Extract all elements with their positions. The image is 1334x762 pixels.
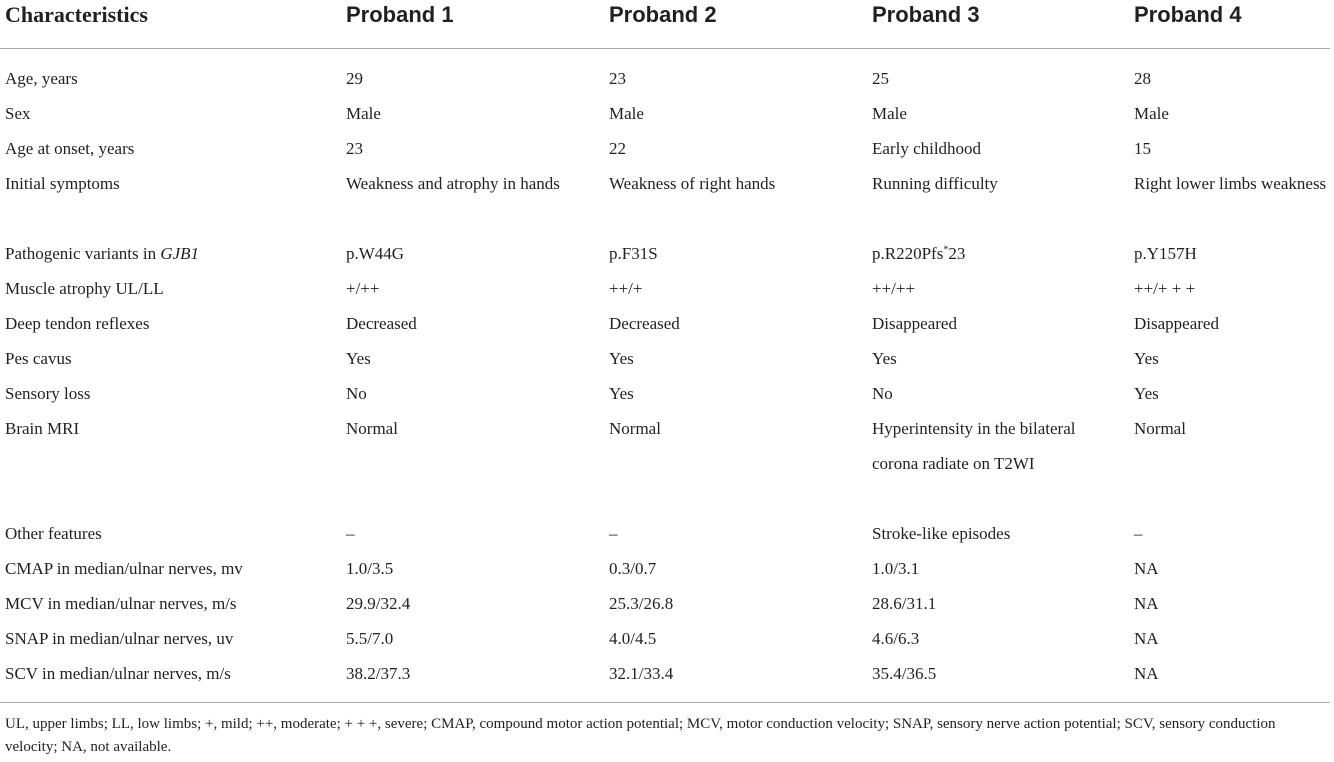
proband-3-value (872, 236, 1097, 271)
cell-text: ++/+ + + (1134, 279, 1196, 298)
table-row (0, 236, 1330, 271)
proband-2-value (609, 61, 849, 96)
proband-4-value (1134, 376, 1334, 411)
proband-1-value (346, 621, 571, 656)
cell-text: 29.9/32.4 (346, 594, 411, 613)
proband-3-value (872, 271, 1097, 306)
cell-text: NA (1134, 629, 1159, 648)
proband-4-value (1134, 96, 1334, 131)
row-label-text: SNAP in median/ulnar nerves, uv (5, 629, 234, 648)
cell-text: Disappeared (1134, 314, 1219, 333)
row-label (5, 551, 335, 586)
proband-3-value (872, 516, 1097, 551)
table-row (0, 306, 1330, 341)
proband-4-value (1134, 61, 1334, 96)
proband-1-value (346, 586, 571, 621)
cell-text: Male (346, 104, 381, 123)
cell-text: 5.5/7.0 (346, 629, 394, 648)
cell-text: Yes (609, 384, 634, 403)
row-label-text: Age at onset, years (5, 139, 135, 158)
cell-text: Decreased (346, 314, 417, 333)
proband-2-value (609, 621, 849, 656)
cell-text: 4.6/6.3 (872, 629, 920, 648)
row-label (5, 61, 335, 96)
row-label-text: Pes cavus (5, 349, 72, 368)
row-label-text: Brain MRI (5, 419, 80, 438)
proband-3-value (872, 131, 1097, 166)
proband-2-value (609, 271, 849, 306)
cell-text: Stroke-like episodes (872, 524, 1011, 543)
cell-text: 28.6/31.1 (872, 594, 937, 613)
table-row (0, 621, 1330, 656)
proband-3-value (872, 411, 1097, 481)
proband-3-value (872, 656, 1097, 691)
proband-2-value (609, 131, 849, 166)
proband-1-value (346, 271, 571, 306)
cell-text: No (346, 384, 367, 403)
row-label-text: Age, years (5, 69, 78, 88)
proband-1-value (346, 516, 571, 551)
row-label-text: CMAP in median/ulnar nerves, mv (5, 559, 243, 578)
table-bottom-rule (0, 702, 1330, 703)
proband-3-value (872, 96, 1097, 131)
proband-1-value (346, 61, 571, 96)
row-label (5, 131, 335, 166)
row-label (5, 516, 335, 551)
proband-4-value (1134, 516, 1334, 551)
row-label-text: SCV in median/ulnar nerves, m/s (5, 664, 231, 683)
proband-1-value (346, 306, 571, 341)
cell-text: 0.3/0.7 (609, 559, 657, 578)
cell-text: 28 (1134, 69, 1151, 88)
proband-4-value (1134, 586, 1334, 621)
cell-text: 15 (1134, 139, 1151, 158)
cell-text: p.F31S (609, 244, 658, 263)
cell-text: NA (1134, 559, 1159, 578)
table-row (0, 656, 1330, 691)
row-label (5, 341, 335, 376)
row-label (5, 306, 335, 341)
cell-text: Yes (872, 349, 897, 368)
cell-text: p.Y157H (1134, 244, 1197, 263)
proband-4-value (1134, 551, 1334, 586)
cell-text: Male (1134, 104, 1169, 123)
row-label-text: Muscle atrophy UL/LL (5, 279, 164, 298)
row-label (5, 586, 335, 621)
proband-4-value (1134, 306, 1334, 341)
proband-1-value (346, 341, 571, 376)
proband-2-value (609, 166, 849, 201)
cell-text: Weakness and atrophy in hands (346, 174, 560, 193)
proband-4-value (1134, 166, 1334, 201)
row-label-text: Initial symptoms (5, 174, 120, 193)
cell-text: 22 (609, 139, 626, 158)
proband-4-value (1134, 656, 1334, 691)
row-label (5, 96, 335, 131)
proband-1-value (346, 96, 571, 131)
cell-text: 25 (872, 69, 889, 88)
cell-text: 38.2/37.3 (346, 664, 411, 683)
proband-1-value (346, 656, 571, 691)
proband-2-value (609, 236, 849, 271)
proband-4-value (1134, 411, 1334, 446)
proband-2-value (609, 306, 849, 341)
row-label (5, 621, 335, 656)
table-header-row (0, 0, 1330, 49)
cell-text: Yes (609, 349, 634, 368)
proband-2-value (609, 656, 849, 691)
proband-3-value (872, 306, 1097, 341)
cell-text: Yes (1134, 384, 1159, 403)
column-header-characteristics: Characteristics (5, 2, 148, 27)
column-header-proband-2: Proband 2 (609, 2, 717, 27)
cell-text: NA (1134, 594, 1159, 613)
proband-3-value (872, 61, 1097, 96)
cell-text: ++/++ (872, 279, 916, 298)
table-row (0, 516, 1330, 551)
table-row (0, 271, 1330, 306)
column-header-proband-3: Proband 3 (872, 2, 980, 27)
proband-4-value (1134, 341, 1334, 376)
cell-text: Male (609, 104, 644, 123)
cell-text: 29 (346, 69, 363, 88)
cell-text: 1.0/3.1 (872, 559, 920, 578)
table-row (0, 166, 1330, 236)
row-label-text: Pathogenic variants in (5, 244, 161, 263)
cell-text: Early childhood (872, 139, 982, 158)
table-row (0, 61, 1330, 96)
cell-text: 32.1/33.4 (609, 664, 674, 683)
row-label (5, 271, 335, 306)
cell-text: Yes (1134, 349, 1159, 368)
row-label (5, 656, 335, 691)
table-row (0, 411, 1330, 516)
cell-text: NA (1134, 664, 1159, 683)
cell-text: Normal (1134, 419, 1186, 438)
proband-2-value (609, 96, 849, 131)
row-label-text: Sensory loss (5, 384, 91, 403)
proband-3-value (872, 166, 1097, 201)
row-label-text: Sex (5, 104, 31, 123)
cell-text: No (872, 384, 893, 403)
proband-2-value (609, 411, 849, 446)
row-label (5, 411, 335, 446)
proband-1-value (346, 376, 571, 411)
cell-text: Yes (346, 349, 371, 368)
proband-4-value (1134, 621, 1334, 656)
cell-text: 1.0/3.5 (346, 559, 394, 578)
cell-text: +/++ (346, 279, 380, 298)
cell-text: Running difficulty (872, 174, 998, 193)
cell-text: 25.3/26.8 (609, 594, 674, 613)
proband-1-value (346, 411, 571, 446)
table-row (0, 376, 1330, 411)
cell-text: p.W44G (346, 244, 405, 263)
proband-2-value (609, 341, 849, 376)
row-label-text: MCV in median/ulnar nerves, m/s (5, 594, 237, 613)
cell-text: 23 (346, 139, 363, 158)
row-label (5, 376, 335, 411)
gene-name: GJB1 (160, 244, 200, 263)
table-body (0, 61, 1330, 691)
row-label (5, 236, 335, 271)
table-row (0, 551, 1330, 586)
proband-3-value (872, 341, 1097, 376)
row-label (5, 166, 335, 201)
cell-text: Right lower limbs weakness (1134, 174, 1327, 193)
proband-1-value (346, 131, 571, 166)
cell-text: – (346, 524, 355, 543)
cell-text-suffix: 23 (948, 244, 966, 263)
cell-text: Normal (346, 419, 398, 438)
proband-3-value (872, 586, 1097, 621)
proband-2-value (609, 516, 849, 551)
cell-text: p.R220Pfs (872, 244, 944, 263)
cell-text: 4.0/4.5 (609, 629, 657, 648)
table-row (0, 586, 1330, 621)
proband-3-value (872, 621, 1097, 656)
footnote-marker: * (943, 244, 949, 256)
cell-text: 35.4/36.5 (872, 664, 937, 683)
cell-text: ++/+ (609, 279, 643, 298)
proband-2-value (609, 586, 849, 621)
table-footnote: UL, upper limbs; LL, low limbs; +, mild; ++, moderate; + + +, severe; CMAP, compound motor action potential; MCV, motor conduction velocity; SNAP, sensory nerve action potential; SCV, sensory conduction velocity; NA, not available. (5, 716, 1276, 755)
proband-3-value (872, 551, 1097, 586)
cell-text: Weakness of right hands (609, 174, 776, 193)
proband-1-value (346, 166, 571, 201)
row-label-text: Other features (5, 524, 102, 543)
cell-text: Hyperintensity in the bilateral corona radiate on T2WI (872, 419, 1076, 473)
column-header-proband-1: Proband 1 (346, 2, 454, 27)
proband-1-value (346, 551, 571, 586)
cell-text: Disappeared (872, 314, 957, 333)
cell-text: Decreased (609, 314, 680, 333)
cell-text: – (609, 524, 618, 543)
proband-2-value (609, 376, 849, 411)
table-row (0, 131, 1330, 166)
cell-text: 23 (609, 69, 626, 88)
table-row (0, 96, 1330, 131)
column-header-proband-4: Proband 4 (1134, 2, 1242, 27)
proband-4-value (1134, 271, 1334, 306)
proband-2-value (609, 551, 849, 586)
proband-4-value (1134, 236, 1334, 271)
cell-text: Normal (609, 419, 661, 438)
proband-1-value (346, 236, 571, 271)
proband-3-value (872, 376, 1097, 411)
table-row (0, 341, 1330, 376)
cell-text: Male (872, 104, 907, 123)
proband-4-value (1134, 131, 1334, 166)
row-label-text: Deep tendon reflexes (5, 314, 150, 333)
cell-text: – (1134, 524, 1143, 543)
